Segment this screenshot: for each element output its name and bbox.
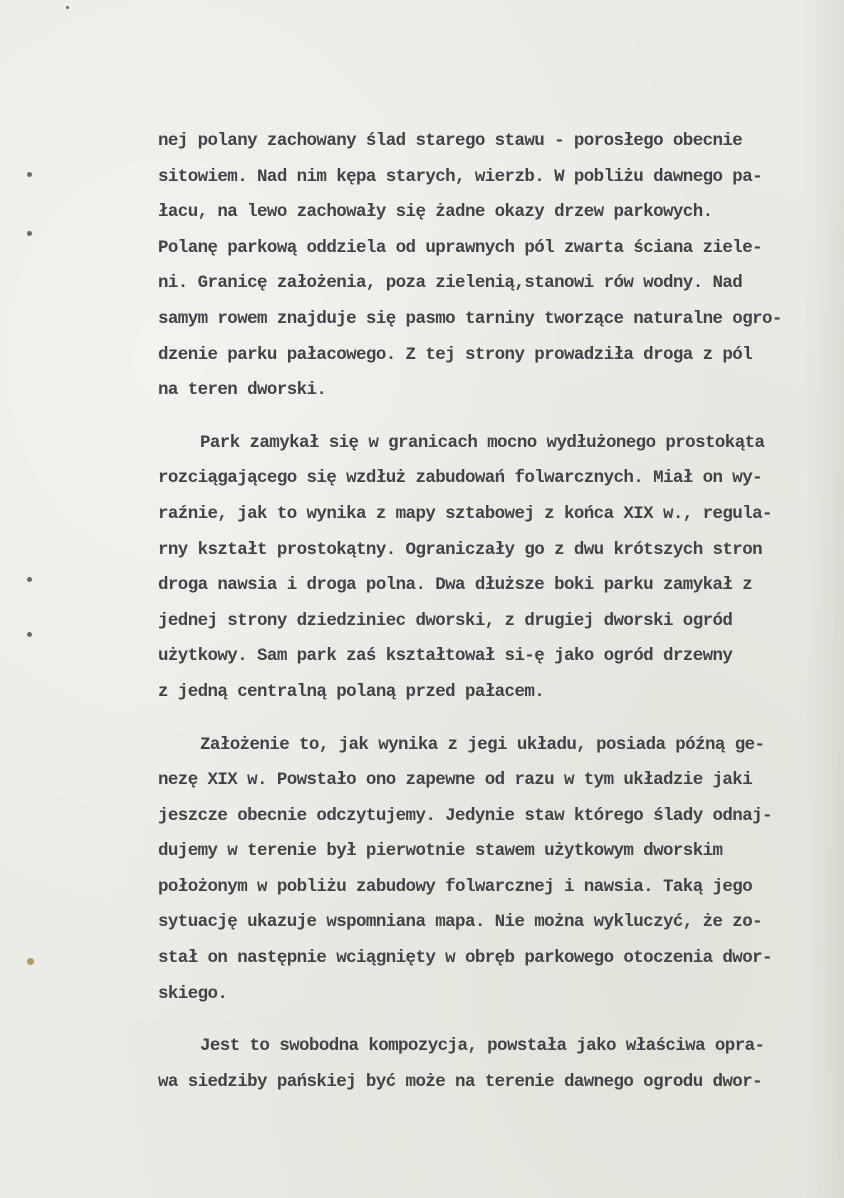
paragraph-4: [158, 1029, 798, 1100]
paragraph-spacer: [158, 409, 798, 426]
text-line: droga nawsia i droga polna. Dwa dłuższe boki parku zamykał z: [158, 575, 753, 596]
text-line: jeszcze obecnie odczytujemy. Jedynie staw którego ślady odnaj-: [158, 805, 772, 826]
paper-speck: [27, 577, 32, 582]
paragraph-spacer: [158, 711, 798, 728]
paper-speck: [27, 632, 32, 637]
text-line: nej polany zachowany ślad starego stawu - porosłego obecnie: [158, 131, 743, 151]
text-line: łacu, na lewo zachowały się żadne okazy drzew parkowych.: [158, 202, 713, 223]
paper-speck: [27, 231, 32, 236]
paper-speck: [66, 6, 69, 9]
text-line: z jedną centralną polaną przed pałacem.: [158, 681, 545, 702]
text-line: stał on następnie wciągnięty w obręb parkowego otoczenia dwor-: [158, 948, 772, 969]
paragraph-2: [158, 426, 798, 711]
text-line: Polanę parkową oddziela od uprawnych pól zwarta ściana ziele-: [158, 237, 763, 258]
text-line: raźnie, jak to wynika z mapy sztabowej z końca XIX w., regula-: [158, 503, 772, 524]
paper-edge-shadow: [804, 0, 844, 1198]
document-body: [158, 124, 798, 1100]
text-line: jednej strony dziedziniec dworski, z drugiej dworski ogród: [158, 610, 733, 631]
paragraph-spacer: [158, 1012, 798, 1029]
text-line: sitowiem. Nad nim kępa starych, wierzb. W pobliżu dawnego pa-: [158, 166, 763, 187]
text-line: wa siedziby pańskiej być może na terenie dawnego ogrodu dwor-: [158, 1071, 763, 1092]
text-line: Park zamykał się w granicach mocno wydłużonego prostokąta: [200, 432, 765, 453]
text-line: nezę XIX w. Powstało ono zapewne od razu w tym układzie jaki: [158, 770, 753, 791]
text-line: sytuację ukazuje wspomniana mapa. Nie można wykluczyć, że zo-: [158, 912, 763, 933]
text-line: rozciągającego się wzdłuż zabudowań folwarcznych. Miał on wy-: [158, 468, 763, 489]
text-line: dzenie parku pałacowego. Z tej strony prowadziła droga z pól: [158, 344, 753, 365]
paper-speck: [27, 172, 32, 177]
paper-stain: [27, 958, 34, 965]
paragraph-1: [158, 124, 798, 409]
text-line: położonym w pobliżu zabudowy folwarcznej i nawsia. Taką jego: [158, 876, 753, 897]
text-line: samym rowem znajduje się pasmo tarniny tworzące naturalne ogro-: [158, 308, 782, 329]
text-line: na teren dworski.: [158, 380, 327, 401]
paragraph-3: [158, 728, 798, 1013]
text-line: rny kształt prostokątny. Ograniczały go z dwu krótszych stron: [158, 539, 763, 560]
text-line: Założenie to, jak wynika z jegi układu, posiada późną ge-: [200, 734, 765, 755]
text-line: dujemy w terenie był pierwotnie stawem użytkowym dworskim: [158, 841, 723, 862]
text-line: Jest to swobodna kompozycja, powstała jako właściwa opra-: [200, 1036, 765, 1057]
text-line: skiego.: [158, 983, 228, 1004]
text-line: ni. Granicę założenia, poza zielenią,stanowi rów wodny. Nad: [158, 273, 743, 294]
text-line: użytkowy. Sam park zaś kształtował si-ę jako ogród drzewny: [158, 646, 733, 667]
